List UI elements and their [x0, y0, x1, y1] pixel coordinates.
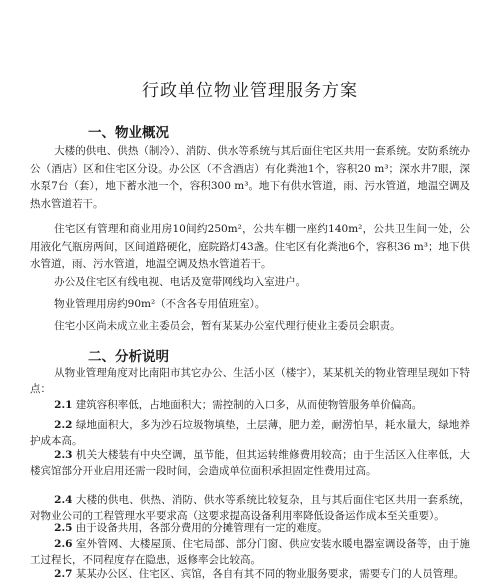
analysis-item-2-2: 2.2 绿地面积大，多为沙石垃圾物填垫，土层薄，肥力差，耐涝怕旱，耗水量大，绿地养护成本高。 [30, 419, 470, 447]
overview-paragraph-5: 住宅小区尚未成立业主委员会，暂有某某办公室代理行使业主委员会职责。 [54, 320, 401, 332]
document-title: 行政单位物业管理服务方案 [142, 81, 358, 101]
overview-paragraph-4: 物业管理用房约90m²（不含各专用值班室）。 [54, 298, 266, 310]
overview-paragraph-3: 办公及住宅区有线电视、电话及宽带网线均入室进户。 [54, 276, 307, 288]
analysis-item-2-7: 2.7 某某办公区、住宅区、宾馆，各自有其不同的物业服务要求，需要专门的人员管理。 [54, 568, 465, 580]
analysis-item-2-1: 2.1 建筑容积率低，占地面积大；需控制的入口多，从而使物管服务单价偏高。 [54, 399, 423, 411]
overview-paragraph-2: 住宅区有管理和商业用房10间约250m²，公共车棚一座约140m²，公共卫生间一处，公用液化气瓶房两间，区间道路硬化，庭院路灯43盏。住宅区有化粪池6个，容积36 m³；地下供水管道，雨、污水管道，地温空调及热水管道若干。 [30, 223, 470, 270]
analysis-item-2-5: 2.5 由于设备共用，各部分费用的分摊管理有一定的难度。 [54, 522, 328, 534]
section-heading-analysis: 二、分析说明 [88, 349, 169, 365]
analysis-intro: 从物业管理角度对比南阳市其它办公、生活小区（楼宇），某某机关的物业管理呈现如下特点： [30, 367, 470, 395]
section-heading-overview: 一、物业概况 [88, 125, 169, 141]
analysis-item-2-6: 2.6 室外管网、大楼屋顶、住宅局部、部分门窗、供应安装水暖电器室调设备等，由于施工过程长，不同程度存在隐患，返修率会比较高。 [30, 538, 470, 566]
overview-paragraph-1: 大楼的供电、供热（制冷）、消防、供水等系统与其后面住宅区共用一套系统。安防系统办公（酒店）区和住宅区分设。办公区（不含酒店）有化粪池1个，容积20 m³；深水井7眼，深水泵7台（套），地下蓄水池一个，容积300 m³。地下有供水管道，雨、污水管道，地温空调及热水管道若干。 [30, 145, 470, 210]
analysis-item-2-3: 2.3 机关大楼装有中央空调，虽节能，但其运转维修费用较高；由于生活区入住率低，大楼宾馆部分开业启用还需一段时间，会造成单位面积承担固定性费用过高。 [30, 449, 470, 477]
analysis-item-2-4: 2.4 大楼的供电、供热、消防、供水等系统比较复杂，且与其后面住宅区共用一套系统，对物业公司的工程管理水平要求高（这要求提高设备利用率降低设备运作成本至关重要）。 [30, 494, 470, 522]
